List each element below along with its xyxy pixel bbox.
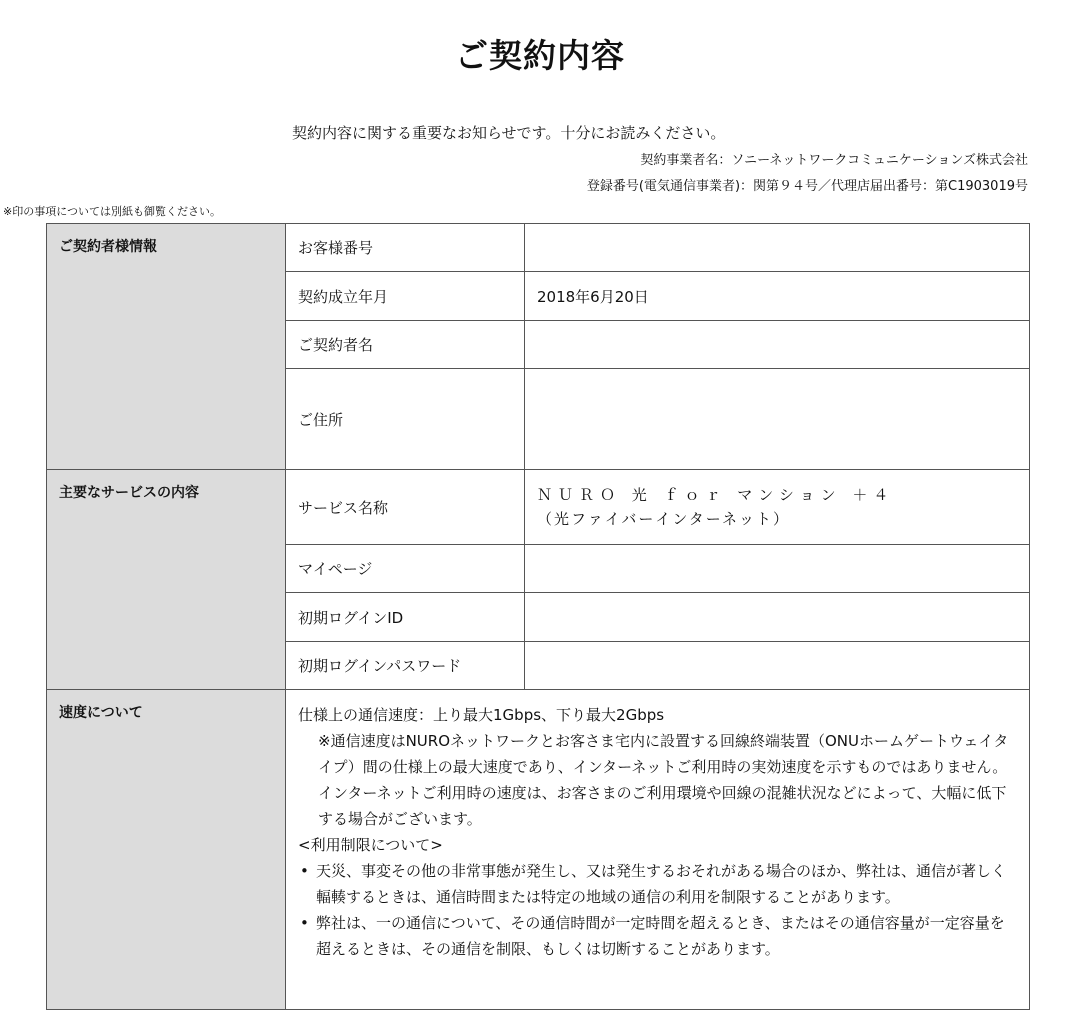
speed-content <box>286 690 1030 1010</box>
field-label-mypage: マイページ <box>286 545 525 593</box>
field-label-address: ご住所 <box>286 369 525 470</box>
field-label-login-password: 初期ログインパスワード <box>286 642 525 690</box>
service-name-line2: （光ファイバーインターネット） <box>537 510 791 528</box>
usage-limit-heading: <利用制限について> <box>298 836 443 854</box>
section-header-contractor: ご契約者様情報 <box>47 224 286 470</box>
field-value-contractor-name <box>525 321 1030 369</box>
speed-note: ※通信速度はNUROネットワークとお客さま宅内に設置する回線終端装置（ONUホームゲートウェイタイプ）間の仕様上の最大速度であり、インターネットご利用時の実効速度を示すものではありません。インターネットご利用時の速度は、お客さまのご利用環境や回線の混雑状況などによって、大幅に低下する場合がございます。 <box>318 732 1009 828</box>
field-value-login-password <box>525 642 1030 690</box>
field-label-login-id: 初期ログインID <box>286 593 525 642</box>
table-row <box>47 224 1030 272</box>
usage-limit-list <box>298 858 1017 962</box>
field-value-login-id <box>525 593 1030 642</box>
field-value-service-name <box>525 470 1030 545</box>
important-notice: 契約内容に関する重要なお知らせです。十分にお読みください。 <box>292 124 726 142</box>
field-value-customer-number <box>525 224 1030 272</box>
list-item: • 弊社は、一の通信について、その通信時間が一定時間を超えるとき、またはその通信容量が一定容量を超えるときは、その通信を制限、もしくは切断することがあります。 <box>314 910 1017 962</box>
speed-spec: 仕様上の通信速度：上り最大1Gbps、下り最大2Gbps <box>298 706 665 724</box>
list-item: • 天災、事変その他の非常事態が発生し、又は発生するおそれがある場合のほか、弊社は、通信が著しく輻輳するときは、通信時間または特定の地域の通信の利用を制限することがあります。 <box>314 858 1017 910</box>
section-header-service: 主要なサービスの内容 <box>47 470 286 690</box>
field-value-contract-date: 2018年6月20日 <box>525 272 1030 321</box>
service-name-line1: ＮＵＲＯ 光 ｆｏｒ マンション ＋４ <box>537 486 895 504</box>
table-row <box>47 690 1030 1010</box>
table-row <box>47 470 1030 545</box>
footnote: ※印の事項については別紙も御覧ください。 <box>3 205 221 218</box>
field-label-service-name: サービス名称 <box>286 470 525 545</box>
field-label-contract-date: 契約成立年月 <box>286 272 525 321</box>
company-name: 契約事業者名：ソニーネットワークコミュニケーションズ株式会社 <box>640 153 1028 168</box>
registration-number: 登録番号(電気通信事業者)：関第９４号／代理店届出番号：第C1903019号 <box>586 179 1028 194</box>
section-header-speed: 速度について <box>47 690 286 1010</box>
field-value-address <box>525 369 1030 470</box>
field-label-customer-number: お客様番号 <box>286 224 525 272</box>
contract-table <box>46 223 1030 1010</box>
field-label-contractor-name: ご契約者名 <box>286 321 525 369</box>
field-value-mypage <box>525 545 1030 593</box>
page-title: ご契約内容 <box>455 36 625 75</box>
